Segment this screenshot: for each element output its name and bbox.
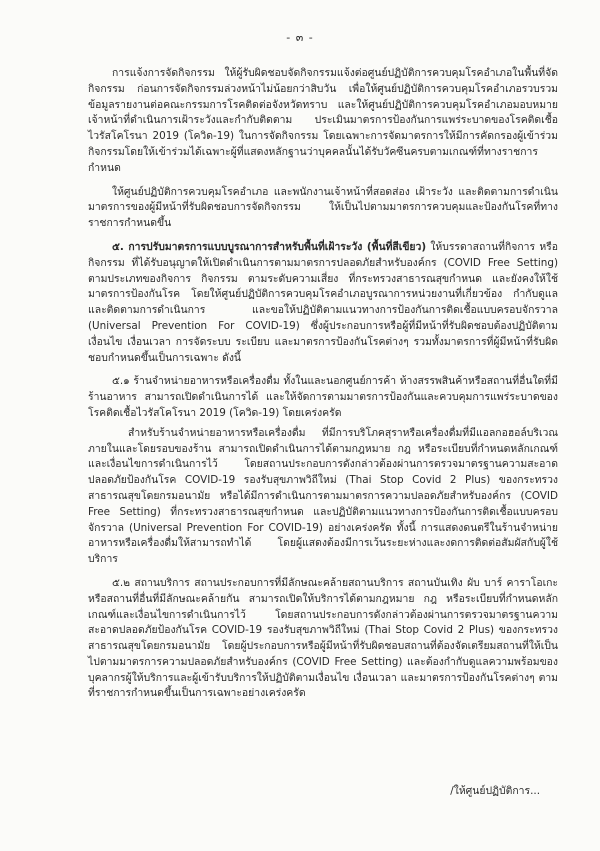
- paragraph-monitoring: ให้ศูนย์ปฏิบัติการควบคุมโรคอำเภอ และพนักงานเจ้าหน้าที่สอดส่อง เฝ้าระวัง และติดตามการดำเนินมาตรการของผู้มีหน้าที่รับผิดชอบการจัดกิจกรรม ให้เป็นไปตามมาตรการควบคุมและป้องกันโรคที่ทางราชการกำหนดขึ้น: [88, 185, 558, 230]
- page-number: - ๓ -: [286, 31, 314, 44]
- paragraph-section-5: [88, 240, 558, 366]
- paragraph-event-notification: การแจ้งการจัดกิจกรรม ให้ผู้รับผิดชอบจัดกิจกรรมแจ้งต่อศูนย์ปฏิบัติการควบคุมโรคอำเภอในพื้นที่จัดกิจกรรม ก่อนการจัดกิจกรรมล่วงหน้าไม่น้อยกว่าสิบวัน เพื่อให้ศูนย์ปฏิบัติการควบคุมโรคอำเภอรวบรวมข้อมูลรายงานต่อคณะกรรมการโรคติดต่อจังหวัดทราบ และให้ศูนย์ปฏิบัติการควบคุมโรคอำเภอมอบหมายเจ้าหน้าที่ดำเนินการเฝ้าระวังและกำกับติดตาม ประเมินมาตรการป้องกันการแพร่ระบาดของโรคติดเชื้อไวรัสโคโรนา 2019 (โควิด-19) ในการจัดกิจกรรม โดยเฉพาะการจัดมาตรการให้มีการคัดกรองผู้เข้าร่วมกิจกรรมโดยให้เข้าร่วมได้เฉพาะผู้ที่แสดงหลักฐานว่าบุคคลนั้นได้รับวัคซีนครบตามเกณฑ์ที่ทางราชการกำหนด: [88, 67, 558, 174]
- section-5-heading: ๕. การปรับมาตรการแบบบูรณาการสำหรับพื้นที่เฝ้าระวัง (พื้นที่สีเขียว): [112, 240, 427, 253]
- section-5-text: ให้บรรดาสถานที่กิจการ หรือกิจกรรม ที่ได้รับอนุญาตให้เปิดดำเนินการตามมาตรการปลอดภัยสำหรับองค์กร (COVID Free Setting) ตามประเภทของกิจการ กิจกรรม ตามระดับความเสี่ยง ที่กระทรวงสาธารณสุขกำหนด และยังคงให้ใช้มาตรการป้องกันโรค โดยให้ศูนย์ปฏิบัติการควบคุมโรคอำเภอบูรณาการหน่วยงานที่เกี่ยวข้อง กำกับดูแลและติดตามการดำเนินการ และขอให้ปฏิบัติตามแนวทางการป้องกันการติดเชื้อแบบครอบจักรวาล (Universal Prevention For COVID-19) ซึ่งผู้ประกอบการหรือผู้ที่มีหน้าที่รับผิดชอบต้องปฏิบัติตามเงื่อนไข เงื่อนเวลา การจัดระบบ ระเบียบ และมาตรการป้องกันโรคต่างๆ รวมทั้งมาตรการที่ผู้มีหน้าที่รับผิดชอบกำหนดขึ้นเป็นการเฉพาะ ดังนี้: [88, 240, 558, 364]
- paragraph-section-5-2: ๕.๒ สถานบริการ สถานประกอบการที่มีลักษณะคล้ายสถานบริการ สถานบันเทิง ผับ บาร์ คาราโอเกะหรือสถานที่อื่นที่มีลักษณะคล้ายกัน สามารถเปิดให้บริการได้ตามกฎหมาย กฎ หรือระเบียบที่กำหนดหลักเกณฑ์และเงื่อนไขการดำเนินการไว้ โดยสถานประกอบการดังกล่าวต้องผ่านการตรวจมาตรฐานความสะอาดปลอดภัยป้องกันโรค COVID-19 รองรับสุขภาพวิถีใหม่ (Thai Stop Covid 2 Plus) ของกระทรวงสาธารณสุขโดยกรมอนามัย โดยผู้ประกอบการหรือผู้มีหน้าที่รับผิดชอบสถานที่ต้องจัดเตรียมสถานที่ให้เป็นไปตามมาตรการความปลอดภัยสำหรับองค์กร (COVID Free Setting) และต้องกำกับดูแลความพร้อมของบุคลากรผู้ให้บริการและผู้เข้ารับบริการให้ปฏิบัติตามเงื่อนไข เงื่อนเวลา และมาตรการป้องกันโรคต่างๆ ตามที่ราชการกำหนดขึ้นเป็นการเฉพาะอย่างเคร่งครัด: [88, 576, 558, 700]
- continuation-marker: /ให้ศูนย์ปฏิบัติการ...: [450, 785, 540, 797]
- paragraph-section-5-1: ๕.๑ ร้านจำหน่ายอาหารหรือเครื่องดื่ม ทั้งในและนอกศูนย์การค้า ห้างสรรพสินค้าหรือสถานที่อื่นใดที่มีร้านอาหาร สามารถเปิดดำเนินการได้ และให้จัดการตามมาตรการป้องกันและควบคุมการแพร่ระบาดของโรคติดเชื้อไวรัสโคโรนา 2019 (โควิด-19) โดยเคร่งครัด: [88, 375, 558, 419]
- paragraph-alcohol-venues: สำหรับร้านจำหน่ายอาหารหรือเครื่องดื่ม ที่มีการบริโภคสุราหรือเครื่องดื่มที่มีแอลกอฮอล์บริเวณภายในและโดยรอบของร้าน สามารถเปิดดำเนินการได้ตามกฎหมาย กฎ หรือระเบียบที่กำหนดหลักเกณฑ์และเงื่อนไขการดำเนินการไว้ โดยสถานประกอบการดังกล่าวต้องผ่านการตรวจมาตรฐานความสะอาดปลอดภัยป้องกันโรค COVID-19 รองรับสุขภาพวิถีใหม่ (Thai Stop Covid 2 Plus) ของกระทรวงสาธารณสุขโดยกรมอนามัย หรือได้มีการดำเนินการตามมาตรการความปลอดภัยสำหรับองค์กร (COVID Free Setting) ที่กระทรวงสาธารณสุขกำหนด และปฏิบัติตามแนวทางการป้องกันการติดเชื้อแบบครอบจักรวาล (Universal Prevention For COVID-19) อย่างเคร่งครัด ทั้งนี้ การแสดงดนตรีในร้านจำหน่ายอาหารหรือเครื่องดื่มให้สามารถทำได้ โดยผู้แสดงต้องมีการเว้นระยะห่างและงดการติดต่อสัมผัสกับผู้ใช้บริการ: [88, 426, 558, 566]
- document-body: [88, 66, 558, 710]
